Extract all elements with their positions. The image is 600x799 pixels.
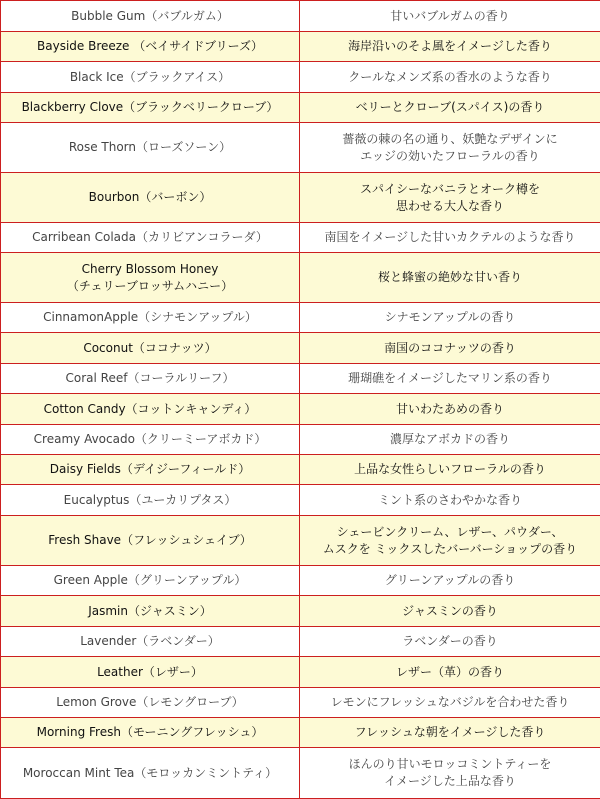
fragrance-description-line: イメージした上品な香り [304, 773, 596, 790]
fragrance-description-line: 桜と蜂蜜の絶妙な甘い香り [304, 269, 596, 286]
fragrance-name-cell [1, 748, 300, 799]
fragrance-name-line: CinnamonApple（シナモンアップル） [5, 309, 295, 326]
fragrance-name-line: Creamy Avocado（クリーミーアボカド） [5, 431, 295, 448]
fragrance-name-line: Green Apple（グリーンアップル） [5, 572, 295, 589]
fragrance-name-line: Lemon Grove（レモングローブ） [5, 694, 295, 711]
table-row [1, 485, 600, 516]
fragrance-description-cell [300, 455, 600, 485]
fragrance-name-cell [1, 32, 300, 62]
fragrance-description-line: 上品な女性らしいフローラルの香り [304, 461, 596, 478]
fragrance-description-line: ベリーとクローブ(スパイス)の香り [304, 99, 596, 116]
fragrance-name-cell [1, 303, 300, 333]
fragrance-name-line: Cotton Candy（コットンキャンディ） [5, 401, 295, 418]
fragrance-description-line: シェービンクリーム、レザー、パウダー、 [304, 524, 596, 541]
table-row [1, 657, 600, 688]
fragrance-description-cell [300, 62, 600, 93]
table-row [1, 748, 600, 799]
fragrance-name-line: Bubble Gum（バブルガム） [5, 8, 295, 25]
fragrance-description-line: 海岸沿いのそよ風をイメージした香り [304, 38, 596, 55]
fragrance-description-line: シナモンアップルの香り [304, 309, 596, 326]
table-row [1, 303, 600, 333]
fragrance-description-cell [300, 364, 600, 394]
fragrance-name-line: Eucalyptus（ユーカリプタス） [5, 492, 295, 509]
table-row [1, 627, 600, 657]
fragrance-name-cell [1, 93, 300, 123]
fragrance-name-cell [1, 718, 300, 748]
fragrance-description-cell [300, 566, 600, 596]
fragrance-name-line: Daisy Fields（デイジーフィールド） [5, 461, 295, 478]
fragrance-name-cell [1, 394, 300, 425]
fragrance-description-cell [300, 253, 600, 303]
fragrance-description-line: レモンにフレッシュなバジルを合わせた香り [304, 694, 596, 711]
fragrance-name-line: Coconut（ココナッツ） [5, 340, 295, 357]
fragrance-description-cell [300, 223, 600, 253]
fragrance-description-cell [300, 485, 600, 516]
fragrance-name-cell [1, 516, 300, 566]
table-row [1, 93, 600, 123]
fragrance-name-line: Bourbon（バーボン） [5, 189, 295, 206]
table-row [1, 364, 600, 394]
fragrance-description-cell [300, 173, 600, 223]
fragrance-name-line: Rose Thorn（ローズソーン） [5, 139, 295, 156]
fragrance-name-cell [1, 62, 300, 93]
table-row [1, 32, 600, 62]
fragrance-description-cell [300, 123, 600, 173]
fragrance-description-line: 珊瑚礁をイメージしたマリン系の香り [304, 370, 596, 387]
table-row [1, 718, 600, 748]
fragrance-name-cell [1, 627, 300, 657]
fragrance-name-cell [1, 455, 300, 485]
fragrance-description-line: ムスクを ミックスしたバーバーショップの香り [304, 541, 596, 558]
table-row [1, 123, 600, 173]
fragrance-name-cell [1, 253, 300, 303]
fragrance-name-cell [1, 566, 300, 596]
fragrance-description-line: 南国のココナッツの香り [304, 340, 596, 357]
fragrance-name-cell [1, 425, 300, 455]
fragrance-name-line: Blackberry Clove（ブラックベリークローブ） [5, 99, 295, 116]
fragrance-name-cell [1, 173, 300, 223]
fragrance-description-cell [300, 93, 600, 123]
fragrance-name-cell [1, 485, 300, 516]
fragrance-name-line: Fresh Shave（フレッシュシェイブ） [5, 532, 295, 549]
table-row [1, 455, 600, 485]
table-row [1, 333, 600, 364]
fragrance-name-line: Leather（レザー） [5, 664, 295, 681]
fragrance-description-line: 思わせる大人な香り [304, 198, 596, 215]
table-row [1, 223, 600, 253]
table-row [1, 566, 600, 596]
fragrance-description-line: レザー（革）の香り [304, 664, 596, 681]
fragrance-name-line: Morning Fresh（モーニングフレッシュ） [5, 724, 295, 741]
table-row [1, 1, 600, 32]
fragrance-name-cell [1, 223, 300, 253]
fragrance-description-cell [300, 1, 600, 32]
table-row [1, 425, 600, 455]
fragrance-description-line: 甘いわたあめの香り [304, 401, 596, 418]
fragrance-name-cell [1, 123, 300, 173]
fragrance-description-cell [300, 333, 600, 364]
fragrance-description-cell [300, 748, 600, 799]
fragrance-description-line: スパイシーなバニラとオーク樽を [304, 181, 596, 198]
fragrance-name-cell [1, 333, 300, 364]
fragrance-name-line: Bayside Breeze （ベイサイドブリーズ） [5, 38, 295, 55]
fragrance-name-line: Carribean Colada（カリビアンコラーダ） [5, 229, 295, 246]
table-row [1, 688, 600, 718]
table-row [1, 173, 600, 223]
table-body [1, 1, 600, 799]
fragrance-description-cell [300, 32, 600, 62]
fragrance-name-cell [1, 657, 300, 688]
table-row [1, 516, 600, 566]
fragrance-description-cell [300, 657, 600, 688]
fragrance-description-line: 甘いバブルガムの香り [304, 8, 596, 25]
fragrance-description-line: 濃厚なアボカドの香り [304, 431, 596, 448]
table-row [1, 62, 600, 93]
fragrance-description-cell [300, 516, 600, 566]
fragrance-description-line: クールなメンズ系の香水のような香り [304, 69, 596, 86]
fragrance-description-cell [300, 596, 600, 627]
fragrance-name-cell [1, 1, 300, 32]
fragrance-description-cell [300, 425, 600, 455]
fragrance-name-cell [1, 364, 300, 394]
fragrance-description-cell [300, 627, 600, 657]
table-row [1, 596, 600, 627]
fragrance-name-line: Moroccan Mint Tea（モロッカンミントティ） [5, 765, 295, 782]
fragrance-description-line: ミント系のさわやかな香り [304, 492, 596, 509]
fragrance-name-line: Jasmin（ジャスミン） [5, 603, 295, 620]
fragrance-description-line: エッジの効いたフローラルの香り [304, 148, 596, 165]
fragrance-description-line: 南国をイメージした甘いカクテルのような香り [304, 229, 596, 246]
fragrance-name-line: Lavender（ラベンダー） [5, 633, 295, 650]
fragrance-description-cell [300, 688, 600, 718]
fragrance-description-line: 薔薇の棘の名の通り、妖艶なデザインに [304, 131, 596, 148]
fragrance-name-line: Black Ice（ブラックアイス） [5, 69, 295, 86]
fragrance-description-line: ほんのり甘いモロッコミントティーを [304, 756, 596, 773]
fragrance-description-cell [300, 394, 600, 425]
fragrance-description-line: ジャスミンの香り [304, 603, 596, 620]
fragrance-name-line: （チェリーブロッサムハニー） [5, 278, 295, 295]
fragrance-description-line: ラベンダーの香り [304, 633, 596, 650]
table-row [1, 394, 600, 425]
fragrance-description-line: フレッシュな朝をイメージした香り [304, 724, 596, 741]
fragrance-name-cell [1, 688, 300, 718]
fragrance-name-cell [1, 596, 300, 627]
fragrance-description-cell [300, 303, 600, 333]
fragrance-name-line: Cherry Blossom Honey [5, 261, 295, 278]
fragrance-description-line: グリーンアップルの香り [304, 572, 596, 589]
table-row [1, 253, 600, 303]
fragrance-name-line: Coral Reef（コーラルリーフ） [5, 370, 295, 387]
fragrance-description-cell [300, 718, 600, 748]
